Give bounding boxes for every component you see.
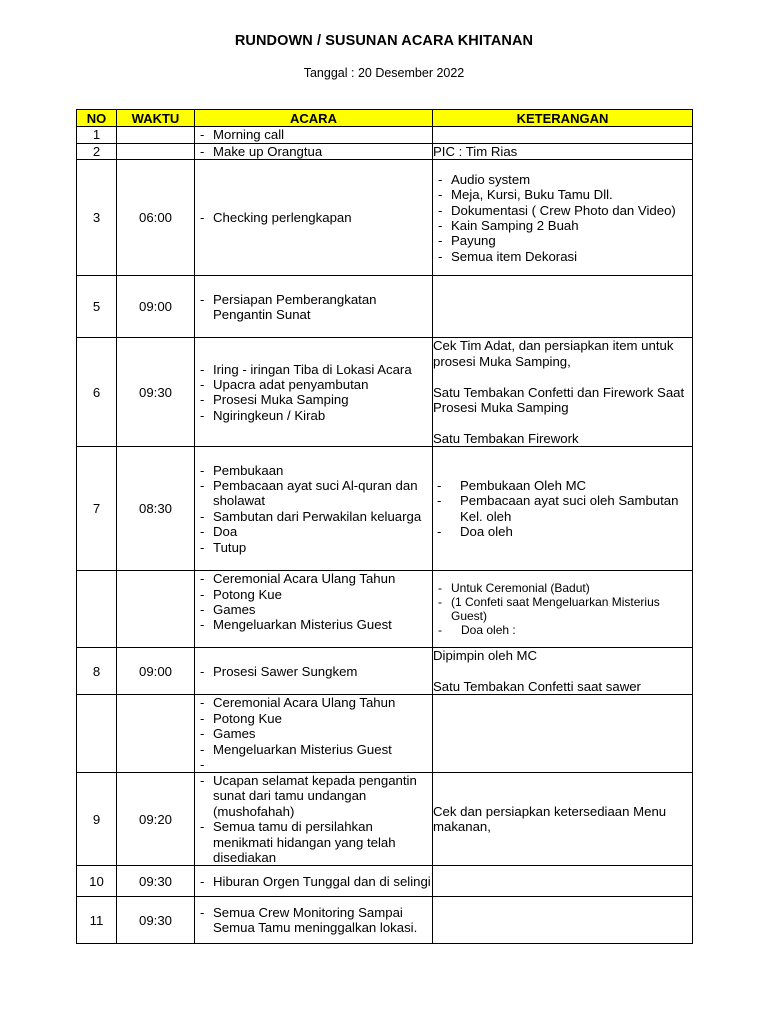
header-waktu: WAKTU	[117, 110, 195, 127]
acara-item: - Iring - iringan Tiba di Lokasi Acara	[198, 362, 432, 377]
keterangan-item: - Pembacaan ayat suci oleh Sambutan Kel. oleh	[436, 493, 692, 524]
row-no: 7	[77, 447, 117, 571]
row-keterangan	[433, 648, 693, 695]
header-no: NO	[77, 110, 117, 127]
keterangan-item: - Meja, Kursi, Buku Tamu Dll.	[436, 187, 692, 202]
row-keterangan	[433, 897, 693, 944]
row-no: 6	[77, 338, 117, 447]
row-time: 06:00	[117, 160, 195, 276]
keterangan-item: - Dokumentasi ( Crew Photo dan Video)	[436, 203, 692, 218]
keterangan-line: Dipimpin oleh MC	[433, 648, 538, 664]
row-acara	[195, 773, 433, 866]
row-time: 08:30	[117, 447, 195, 571]
row-keterangan: PIC : Tim Rias	[433, 144, 693, 160]
table-row	[77, 160, 693, 276]
row-keterangan	[433, 866, 693, 897]
row-acara	[195, 571, 433, 648]
acara-item: - Make up Orangtua	[198, 144, 432, 159]
row-acara	[195, 338, 433, 447]
row-keterangan	[433, 160, 693, 276]
acara-item: - Ucapan selamat kepada pengantin sunat dari tamu undangan (mushofahah)	[198, 773, 432, 819]
table-row	[77, 276, 693, 338]
acara-item: - Ngiringkeun / Kirab	[198, 408, 432, 423]
row-time	[117, 127, 195, 144]
acara-item: - Games	[198, 602, 432, 617]
acara-item: - Pembukaan	[198, 463, 432, 478]
row-keterangan	[433, 773, 693, 866]
keterangan-item: - Payung	[436, 233, 692, 248]
keterangan-line: Satu Tembakan Confetti dan Firework Saat Prosesi Muka Samping	[433, 384, 685, 416]
acara-item: - Mengeluarkan Misterius Guest	[198, 617, 432, 632]
row-no	[77, 695, 117, 773]
keterangan-item: - Semua item Dekorasi	[436, 249, 692, 264]
keterangan-line: Cek dan persiapkan ketersediaan Menu makanan,	[433, 803, 667, 835]
keterangan-item: - Audio system	[436, 172, 692, 187]
document-date: Tanggal : 20 Desember 2022	[303, 66, 465, 80]
row-acara	[195, 127, 433, 144]
acara-item: - Prosesi Muka Samping	[198, 392, 432, 407]
keterangan-item: - Doa oleh :	[436, 623, 692, 637]
rundown-table	[76, 109, 693, 944]
row-keterangan	[433, 338, 693, 447]
row-no: 1	[77, 127, 117, 144]
row-time	[117, 144, 195, 160]
header-keterangan: KETERANGAN	[433, 110, 693, 127]
table-row	[77, 144, 693, 160]
table-row	[77, 695, 693, 773]
keterangan-line	[433, 369, 692, 384]
keterangan-item: - Doa oleh	[436, 524, 692, 539]
row-keterangan	[433, 447, 693, 571]
row-acara	[195, 648, 433, 695]
acara-item: - Ceremonial Acara Ulang Tahun	[198, 695, 432, 710]
row-no: 2	[77, 144, 117, 160]
row-time: 09:00	[117, 648, 195, 695]
table-row	[77, 648, 693, 695]
row-no: 9	[77, 773, 117, 866]
acara-item	[198, 757, 432, 772]
acara-item: - Pembacaan ayat suci Al-quran dan sholawat	[198, 478, 432, 509]
row-acara	[195, 447, 433, 571]
row-acara	[195, 866, 433, 897]
row-acara	[195, 897, 433, 944]
table-row	[77, 447, 693, 571]
row-no	[77, 571, 117, 648]
table-row	[77, 773, 693, 866]
document-title: RUNDOWN / SUSUNAN ACARA KHITANAN	[234, 33, 534, 49]
acara-item: - Semua Crew Monitoring Sampai Semua Tamu meninggalkan lokasi.	[198, 905, 432, 936]
keterangan-line: Cek Tim Adat, dan persiapkan item untuk prosesi Muka Samping,	[433, 338, 674, 369]
keterangan-item: - Kain Samping 2 Buah	[436, 218, 692, 233]
acara-item: - Morning call	[198, 127, 432, 142]
table-header-row	[77, 110, 693, 127]
row-time: 09:20	[117, 773, 195, 866]
row-time	[117, 695, 195, 773]
table-row	[77, 866, 693, 897]
keterangan-line: Satu Tembakan Firework	[433, 430, 579, 446]
row-acara	[195, 276, 433, 338]
acara-item: - Hiburan Orgen Tunggal dan di selingi	[198, 874, 432, 889]
acara-item: - Checking perlengkapan	[198, 210, 432, 225]
acara-item: - Semua tamu di persilahkan menikmati hidangan yang telah disediakan	[198, 819, 432, 865]
table-row	[77, 338, 693, 447]
acara-item: - Doa	[198, 524, 432, 539]
keterangan-item: - Pembukaan Oleh MC	[436, 478, 692, 493]
row-keterangan	[433, 127, 693, 144]
row-acara	[195, 160, 433, 276]
row-no: 11	[77, 897, 117, 944]
acara-item: - Mengeluarkan Misterius Guest	[198, 742, 432, 757]
header-acara: ACARA	[195, 110, 433, 127]
row-no: 3	[77, 160, 117, 276]
acara-item: - Ceremonial Acara Ulang Tahun	[198, 571, 432, 586]
row-keterangan	[433, 695, 693, 773]
acara-item: - Persiapan Pemberangkatan Pengantin Sunat	[198, 292, 432, 323]
keterangan-line: Satu Tembakan Confetti saat sawer	[433, 679, 641, 695]
row-time: 09:30	[117, 338, 195, 447]
row-no: 10	[77, 866, 117, 897]
acara-item: - Sambutan dari Perwakilan keluarga	[198, 509, 432, 524]
keterangan-item: - Untuk Ceremonial (Badut)	[436, 581, 692, 595]
keterangan-line	[433, 415, 692, 430]
row-no: 8	[77, 648, 117, 695]
acara-item: - Potong Kue	[198, 587, 432, 602]
row-time: 09:00	[117, 276, 195, 338]
acara-item: - Upacra adat penyambutan	[198, 377, 432, 392]
acara-item: - Potong Kue	[198, 711, 432, 726]
row-acara	[195, 144, 433, 160]
row-time: 09:30	[117, 866, 195, 897]
keterangan-item: - (1 Confeti saat Mengeluarkan Misterius Guest)	[436, 595, 692, 623]
keterangan-line	[433, 664, 692, 679]
row-keterangan	[433, 571, 693, 648]
row-time	[117, 571, 195, 648]
row-keterangan	[433, 276, 693, 338]
acara-item: - Tutup	[198, 540, 432, 555]
acara-item: - Prosesi Sawer Sungkem	[198, 664, 432, 679]
acara-item: - Games	[198, 726, 432, 741]
table-row	[77, 571, 693, 648]
row-acara	[195, 695, 433, 773]
table-row	[77, 897, 693, 944]
table-row	[77, 127, 693, 144]
row-time: 09:30	[117, 897, 195, 944]
row-no: 5	[77, 276, 117, 338]
